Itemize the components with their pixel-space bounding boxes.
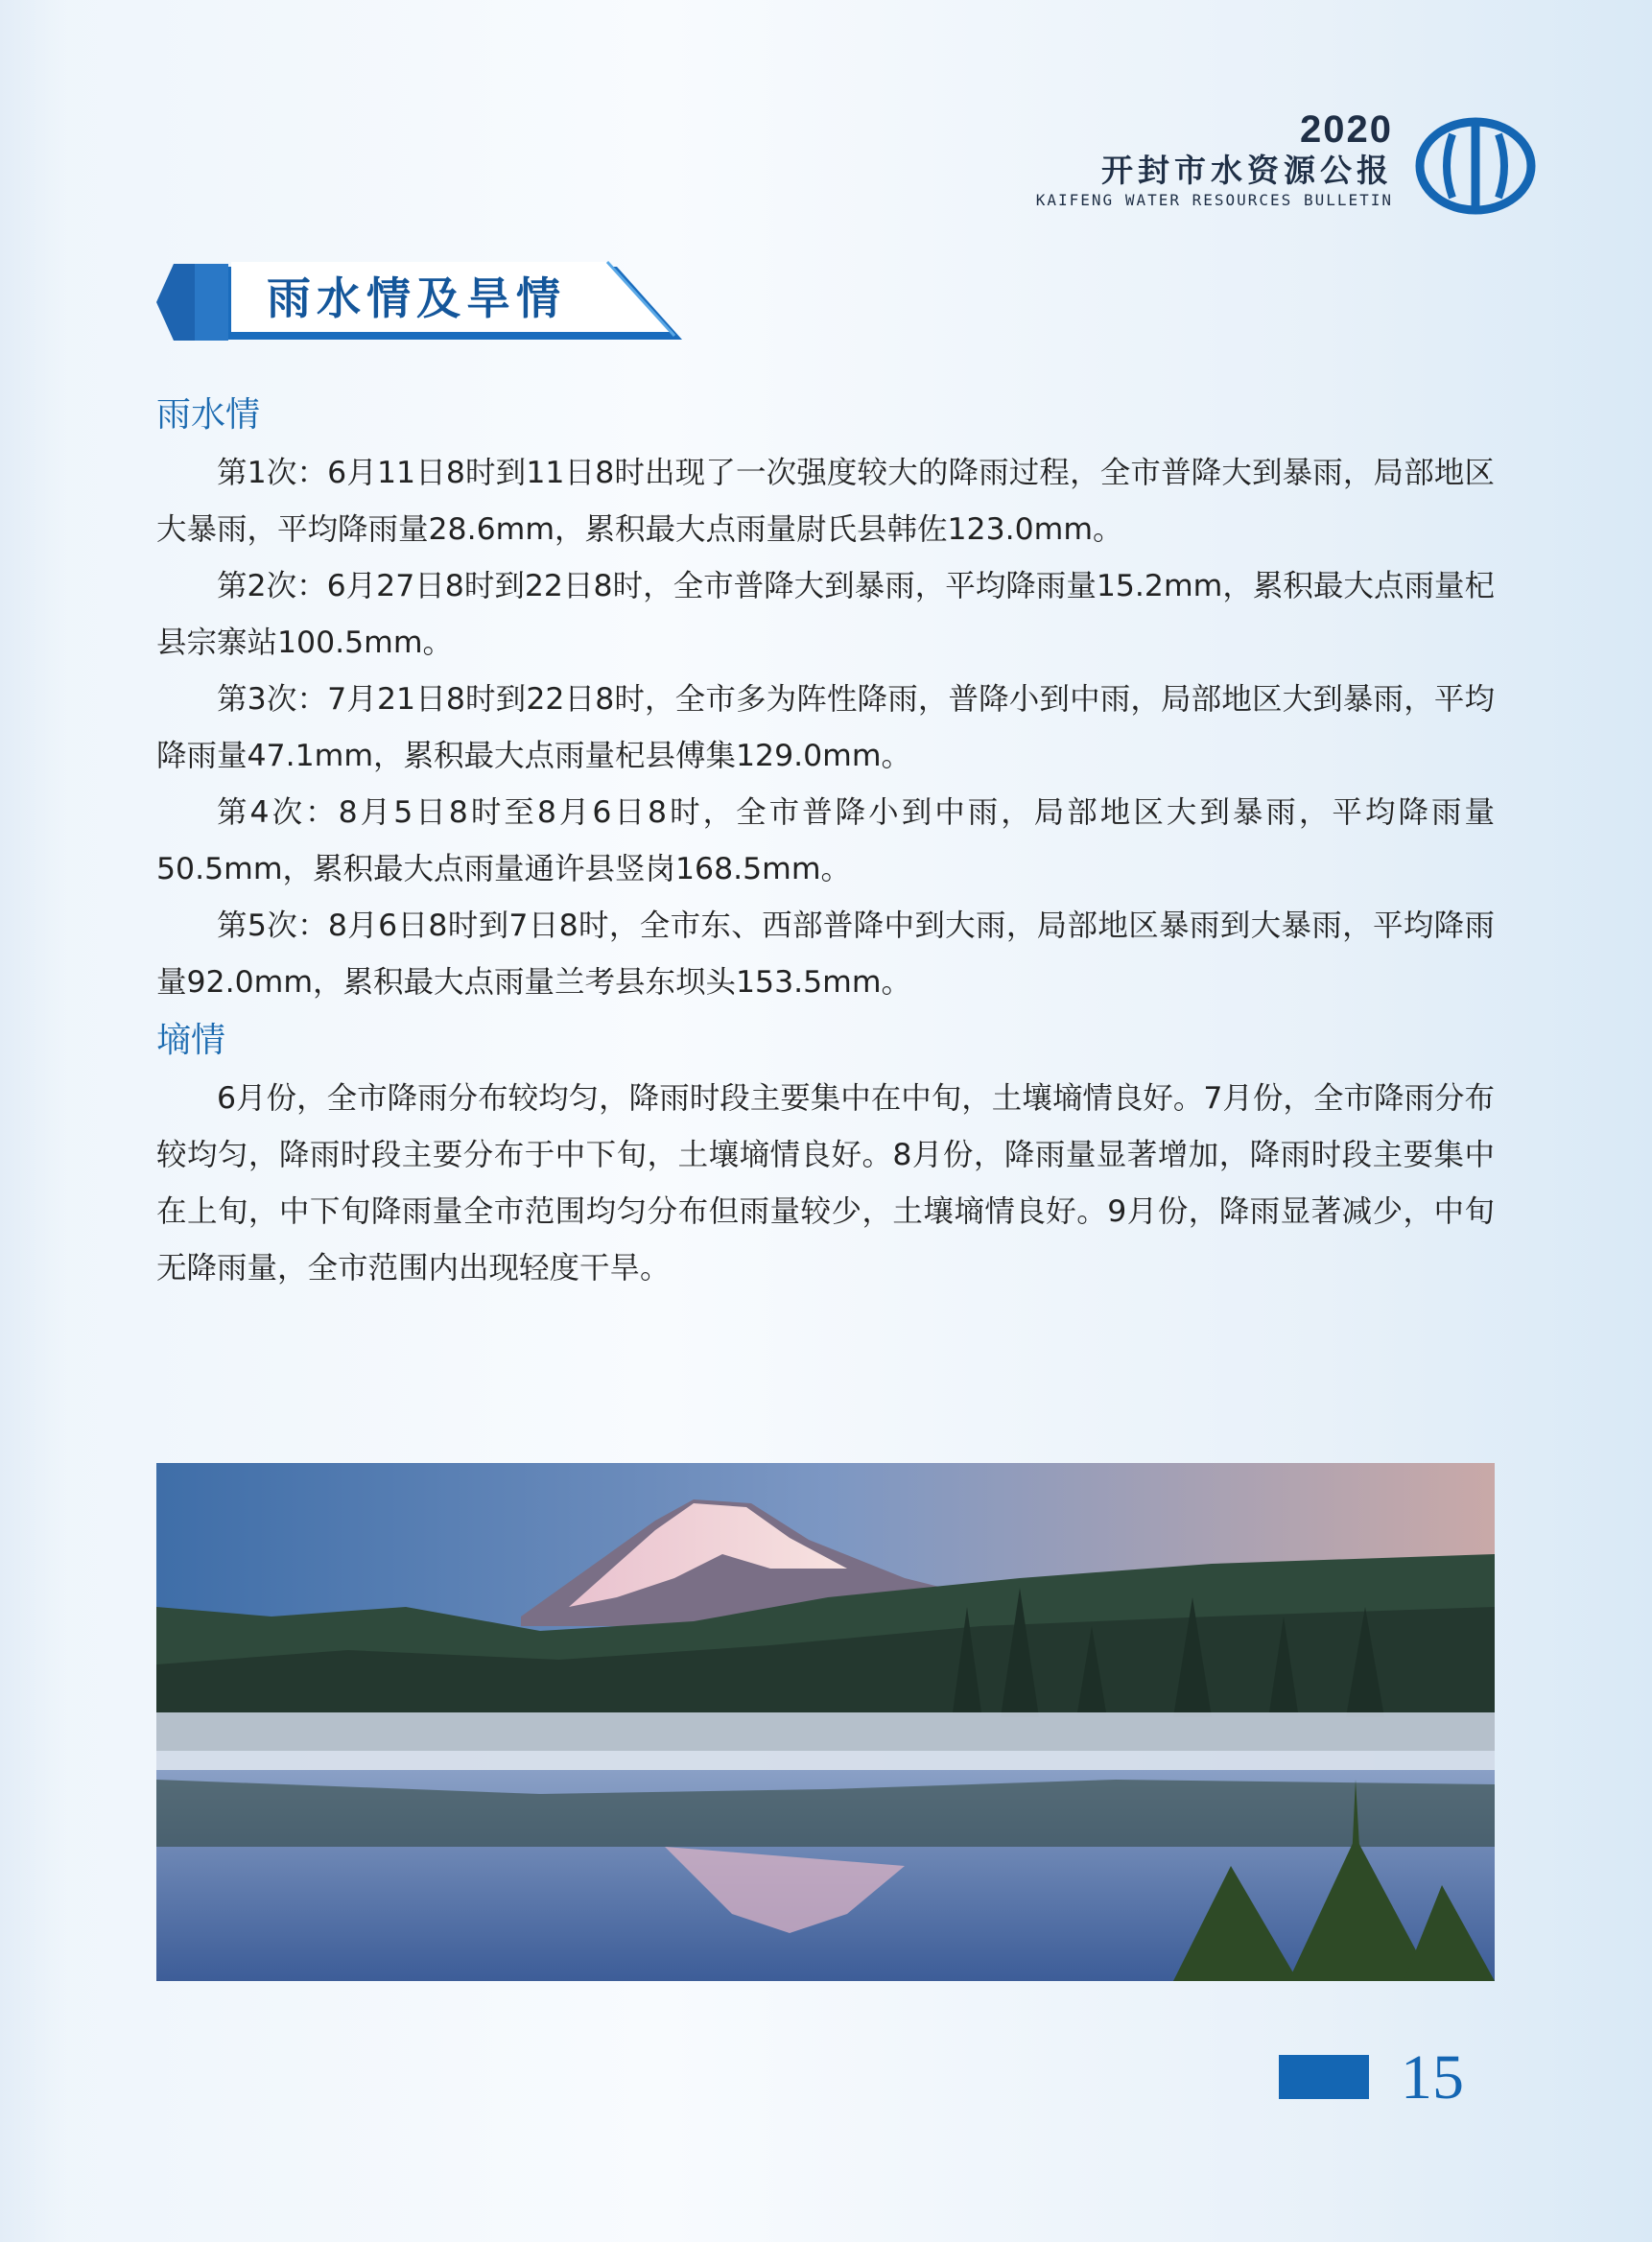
drought-paragraph: 6月份，全市降雨分布较均匀，降雨时段主要集中在中旬，土壤墒情良好。7月份，全市降雨分布较均匀，降雨时段主要分布于中下旬，土壤墒情良好。8月份，降雨量显著增加，降雨时段主要集中在上旬，中下旬降雨量全市范围均匀分布但雨量较少，土壤墒情良好。9月份，降雨显著减少，中旬无降雨量，全市范围内出现轻度干旱。 <box>156 1081 1495 1286</box>
water-bureau-logo-icon <box>1414 113 1537 219</box>
header-title-en: KAIFENG WATER RESOURCES BULLETIN <box>1035 191 1393 209</box>
header-year: 2020 <box>1300 108 1393 151</box>
rain-paragraph-2: 第2次：6月27日8时到22日8时，全市普降大到暴雨，平均降雨量15.2mm，累积最大点雨量杞县宗寨站100.5mm。 <box>156 569 1495 660</box>
mountain-lake-photo <box>156 1463 1495 1981</box>
rain-paragraph-5: 第5次：8月6日8时到7日8时，全市东、西部普降中到大雨，局部地区暴雨到大暴雨，平均降雨量92.0mm，累积最大点雨量兰考县东坝头153.5mm。 <box>156 909 1495 1000</box>
header-text-block <box>990 107 1393 211</box>
rain-paragraph-4: 第4次：8月5日8时至8月6日8时，全市普降小到中雨，局部地区大到暴雨，平均降雨量50.5mm，累积最大点雨量通许县竖岗168.5mm。 <box>156 795 1495 886</box>
page-number: 15 <box>1401 2042 1464 2112</box>
section-banner <box>156 259 684 345</box>
rain-paragraph-3: 第3次：7月21日8时到22日8时，全市多为阵性降雨，普降小到中雨，局部地区大到暴雨，平均降雨量47.1mm，累积最大点雨量杞县傅集129.0mm。 <box>156 682 1495 773</box>
page-marker-bar <box>1279 2055 1369 2099</box>
drought-heading: 墒情 <box>156 1021 226 1060</box>
section-title: 雨水情及旱情 <box>267 272 566 324</box>
bulletin-header <box>961 107 1537 223</box>
mountain-lake-illustration <box>156 1463 1495 1981</box>
page-edge-stripe <box>0 0 67 2242</box>
header-title-cn: 开封市水资源公报 <box>1101 152 1393 189</box>
rain-heading: 雨水情 <box>156 395 261 435</box>
rain-paragraph-1: 第1次：6月11日8时到11日8时出现了一次强度较大的降雨过程，全市普降大到暴雨，局部地区大暴雨，平均降雨量28.6mm，累积最大点雨量尉氏县韩佐123.0mm。 <box>156 456 1495 547</box>
main-content <box>156 386 1495 1297</box>
